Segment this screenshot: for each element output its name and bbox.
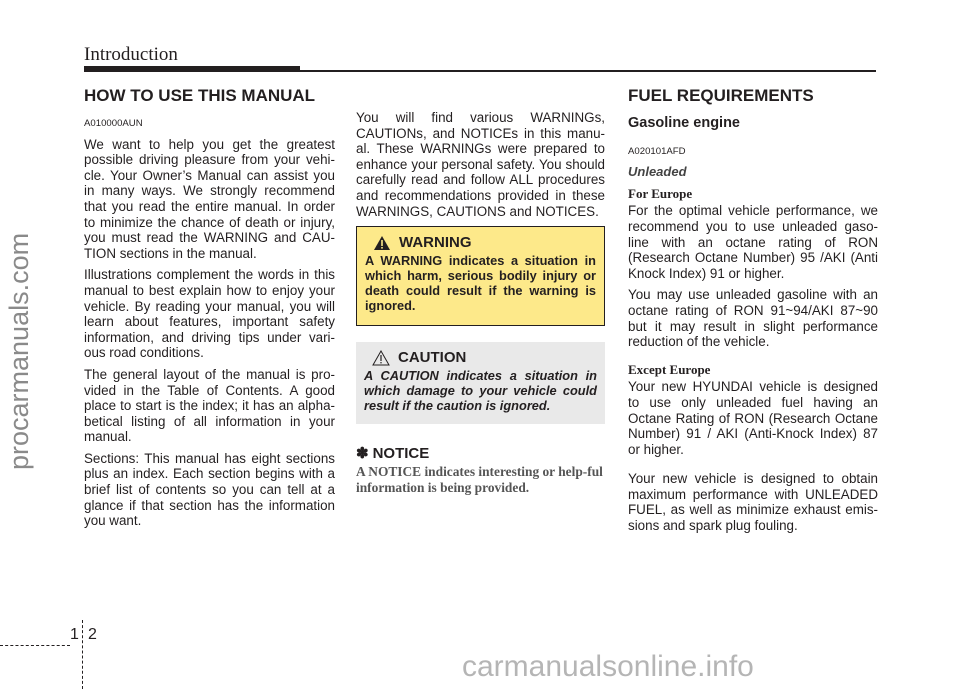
for-europe-paragraph: For the optimal vehicle performance, we recommend you to use unleaded gaso-line with an octane rating of RON (Research Octane Number) 95 /AKI (Anti Knock Index) 91 or higher. [628, 203, 878, 281]
header-rule-thick [84, 66, 300, 72]
bottom-watermark: carmanualsonline.info [462, 650, 754, 683]
how-to-use-continued [356, 110, 605, 225]
except-europe-paragraph: Your new vehicle is designed to obtain maximum performance with UNLEADED FUEL, as well as minimize exhaust emis-sions and spark plug fouling. [628, 471, 878, 534]
notice-header [356, 444, 429, 462]
notice-label: NOTICE [372, 444, 430, 462]
caution-triangle-icon [372, 350, 390, 366]
how-to-use-paragraph: We want to help you get the greatest possible driving pleasure from your vehi-cle. Your Owner’s Manual can assist you in many ways. We strongly recommend that you read the entire manual. In order to minimize the chance of death or injury, you must read the WARNING and CAU-TION sections in the manual. [84, 136, 335, 261]
how-to-use-paragraph-col2: You will find various WARNINGs, CAUTIONs, and NOTICEs in this manu-al. These WARNINGs were prepared to enhance your personal safety. You should carefully read and follow ALL procedures and recommendations provided in these WARNINGS, CAUTIONS and NOTICES. [356, 110, 605, 219]
for-europe-paragraph: You may use unleaded gasoline with an octane rating of RON 91~94/AKI 87~90 but it may result in slight performance reduction of the vehicle. [628, 287, 878, 350]
how-to-use-section [84, 86, 335, 535]
except-europe-paragraph: Your new HYUNDAI vehicle is designed to use only unleaded fuel having an Octane Rating of RON (Research Octane Number) 91 / AKI (Anti-Knock Index) 87 or higher. [628, 379, 878, 457]
how-to-use-paragraph: The general layout of the manual is pro-vided in the Table of Contents. A good place to start is the index; it has an alpha-betical listing of all information in your manual. [84, 366, 335, 445]
how-to-use-paragraph: Illustrations complement the words in this manual to best explain how to enjoy your vehicle. By reading your manual, you will learn about features, important safety information, and driving tips under vari-ous road conditions. [84, 267, 335, 361]
side-watermark: procarmanuals.com [4, 232, 34, 470]
warning-triangle-icon [373, 235, 391, 251]
fuel-code: A020101AFD [628, 145, 686, 157]
unleaded-heading: Unleaded [628, 164, 687, 180]
warning-header [365, 234, 596, 251]
chapter-number: 1 [70, 626, 79, 643]
for-europe-heading: For Europe [628, 185, 693, 201]
warning-label: WARNING [399, 234, 472, 251]
warning-box [356, 226, 605, 326]
header-rule-thin [300, 70, 876, 72]
fuel-requirements-section [628, 86, 878, 540]
page-number: 2 [88, 626, 97, 643]
how-to-use-paragraph: Sections: This manual has eight sections plus an index. Each section begins with a brief list of contents so you can tell at a glance if that section has the information you want. [84, 450, 335, 529]
caution-label: CAUTION [398, 349, 467, 366]
how-to-use-code: A010000AUN [84, 118, 143, 129]
except-europe-heading: Except Europe [628, 361, 711, 377]
crop-mark-horizontal [0, 645, 70, 646]
page-header-title: Introduction [84, 44, 178, 65]
warning-text: A WARNING indicates a situation in which harm, serious bodily injury or death could result if the warning is ignored. [365, 253, 596, 313]
caution-text: A CAUTION indicates a situation in which damage to your vehicle could result if the caution is ignored. [364, 368, 597, 413]
notice-text: A NOTICE indicates interesting or help-ful information is being provided. [356, 464, 603, 495]
caution-box [356, 342, 605, 424]
gasoline-engine-subtitle: Gasoline engine [628, 115, 740, 131]
crop-mark-vertical [82, 620, 83, 689]
how-to-use-title: HOW TO USE THIS MANUAL [84, 86, 316, 105]
fuel-requirements-title: FUEL REQUIREMENTS [628, 86, 814, 105]
notice-star-icon: ✽ [356, 445, 369, 462]
caution-header [364, 349, 597, 366]
